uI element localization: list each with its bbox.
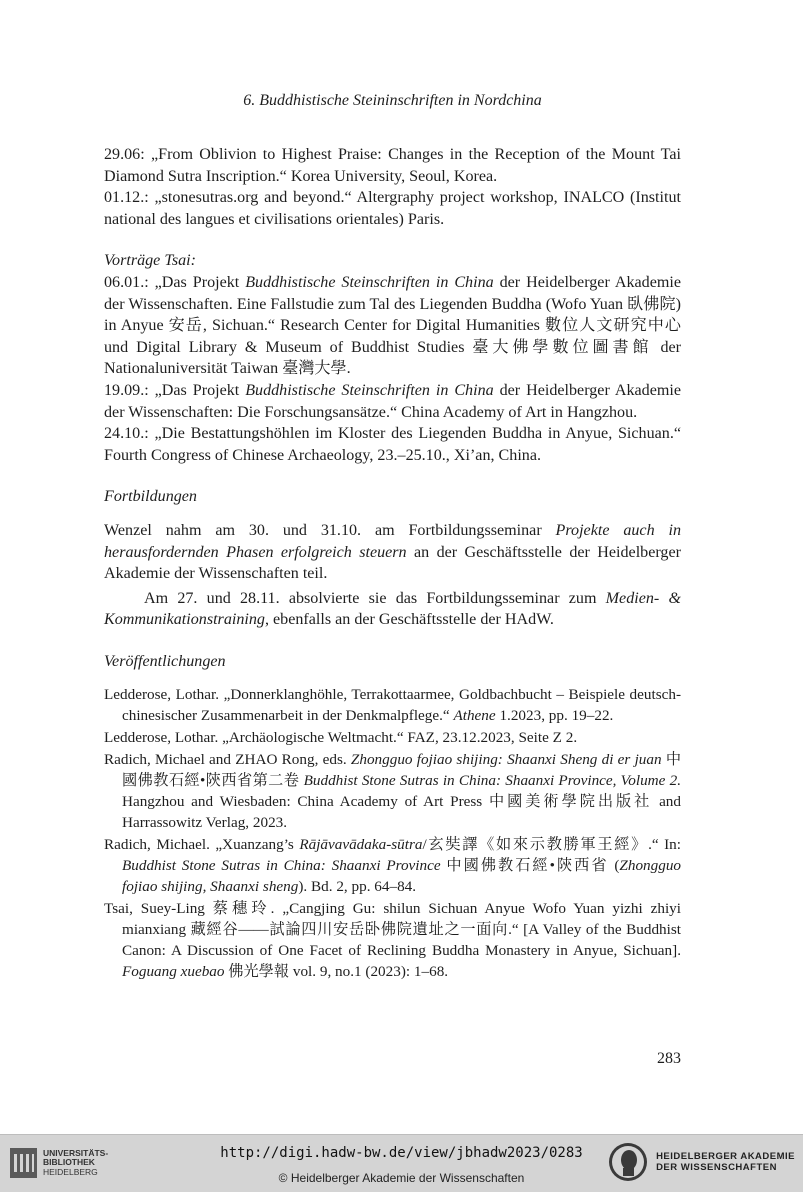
talk-entry: 24.10.: „Die Bestattungshöhlen im Kloster des Liegenden Buddha in Anyue, Sichuan.“ Fourth Congress of Chinese Archaeology, 23.–25.10., Xi’an, China. xyxy=(104,425,681,464)
academy-logo[interactable]: HEIDELBERGER AKADEMIE DER WISSENSCHAFTEN xyxy=(608,1142,795,1182)
talk-entry: 29.06: „From Oblivion to Highest Praise: Changes in the Reception of the Mount Tai Diamond Sutra Inscription.“ Korea University, Seoul, Korea. xyxy=(104,146,681,185)
section-heading-publications: Veröffentlichungen xyxy=(104,652,226,670)
page-body xyxy=(104,144,681,983)
talk-entry: 06.01.: „Das Projekt Buddhistische Steinschriften in China der Heidelberger Akademie der Wissenschaften. Eine Fallstudie zum Tal des Liegenden Buddha (Wofo Yuan 臥佛院) in Anyue 安岳, Sichuan.“ Research Center for Digital Humanities 數位人文研究中心und Digital Library & Museum of Buddhist Studies 臺大佛學數位圖書館 der Nationaluniversität Taiwan 臺灣大學. xyxy=(104,273,681,378)
section-heading-talks-tsai: Vorträge Tsai: xyxy=(104,252,196,270)
bibliography-entry: Ledderose, Lothar. „Archäologische Weltmacht.“ FAZ, 23.12.2023, Seite Z 2. xyxy=(104,729,578,747)
bibliography-entry: Ledderose, Lothar. „Donnerklanghöhle, Terrakottaarmee, Goldbachbucht – Beispiele deutsch-chinesischer Zusammenarbeit in der Denkmalpflege.“ Athene 1.2023, pp. 19–22. xyxy=(104,686,681,725)
bibliography xyxy=(104,684,681,982)
viewer-footer xyxy=(0,1134,803,1192)
talk-entry: 19.09.: „Das Projekt Buddhistische Steinschriften in China der Heidelberger Akademie der Wissenschaften: Die Forschungsansätze.“ China Academy of Art in Hangzhou. xyxy=(104,381,681,421)
academy-head-emblem-icon xyxy=(608,1142,648,1182)
running-head: 6. Buddhistische Steininschriften in Nordchina xyxy=(243,92,542,109)
page-number: 283 xyxy=(657,1050,681,1067)
section-heading-training: Fortbildungen xyxy=(104,488,197,506)
bibliography-entry: Tsai, Suey-Ling 蔡穗玲. „Cangjing Gu: shilun Sichuan Anyue Wofo Yuan yizhi zhiyi mianxiang 藏經谷——試論四川安岳卧佛院遺址之一面向.“ [A Valley of the Buddhist Canon: A Discussion of One Facet of Reclining Buddha Monastery in Anyue, Sichuan]. Foguang xuebao 佛光學報 vol. 9, no.1 (2023): 1–68. xyxy=(104,900,681,981)
talk-entry: 01.12.: „stonesutras.org and beyond.“ Altergraphy project workshop, INALCO (Institut national des langues et civilisations orientales) Paris. xyxy=(104,189,681,228)
bibliography-entry: Radich, Michael. „Xuanzang’s Rājāvavādaka-sūtra/玄奘譯《如來示教勝軍王經》.“ In: Buddhist Stone Sutras in China: Shaanxi Province 中國佛教石經•陝西省 (Zhongguo fojiao shijing, Shaanxi sheng). Bd. 2, pp. 64–84. xyxy=(104,836,682,896)
copyright-notice: © Heidelberger Akademie der Wissenschaften xyxy=(278,1171,525,1185)
training-paragraph: Wenzel nahm am 30. und 31.10. am Fortbildungsseminar Projekte auch in herausfordernden Phasen erfolgreich steuern an der Geschäftsstelle der Heidelberger Akademie der Wissenschaften teil. xyxy=(104,521,681,583)
training-paragraph: Am 27. und 28.11. absolvierte sie das Fortbildungsseminar zum Medien- & Kommunikationstraining, ebenfalls an der Geschäftsstelle der HAdW. xyxy=(104,589,681,629)
university-library-logo[interactable]: UNIVERSITÄTS- BIBLIOTHEK HEIDELBERG xyxy=(10,1148,108,1178)
permalink-url[interactable]: http://digi.hadw-bw.de/view/jbhadw2023/0283 xyxy=(220,1145,583,1161)
bibliography-entry: Radich, Michael and ZHAO Rong, eds. Zhongguo fojiao shijing: Shaanxi Sheng di er juan 中國佛教石經•陝西省第二卷 Buddhist Stone Sutras in China: Shaanxi Province, Volume 2. Hangzhou and Wiesbaden: China Academy of Art Press 中國美術學院出版社 and Harrassowitz Verlag, 2023. xyxy=(104,751,682,832)
